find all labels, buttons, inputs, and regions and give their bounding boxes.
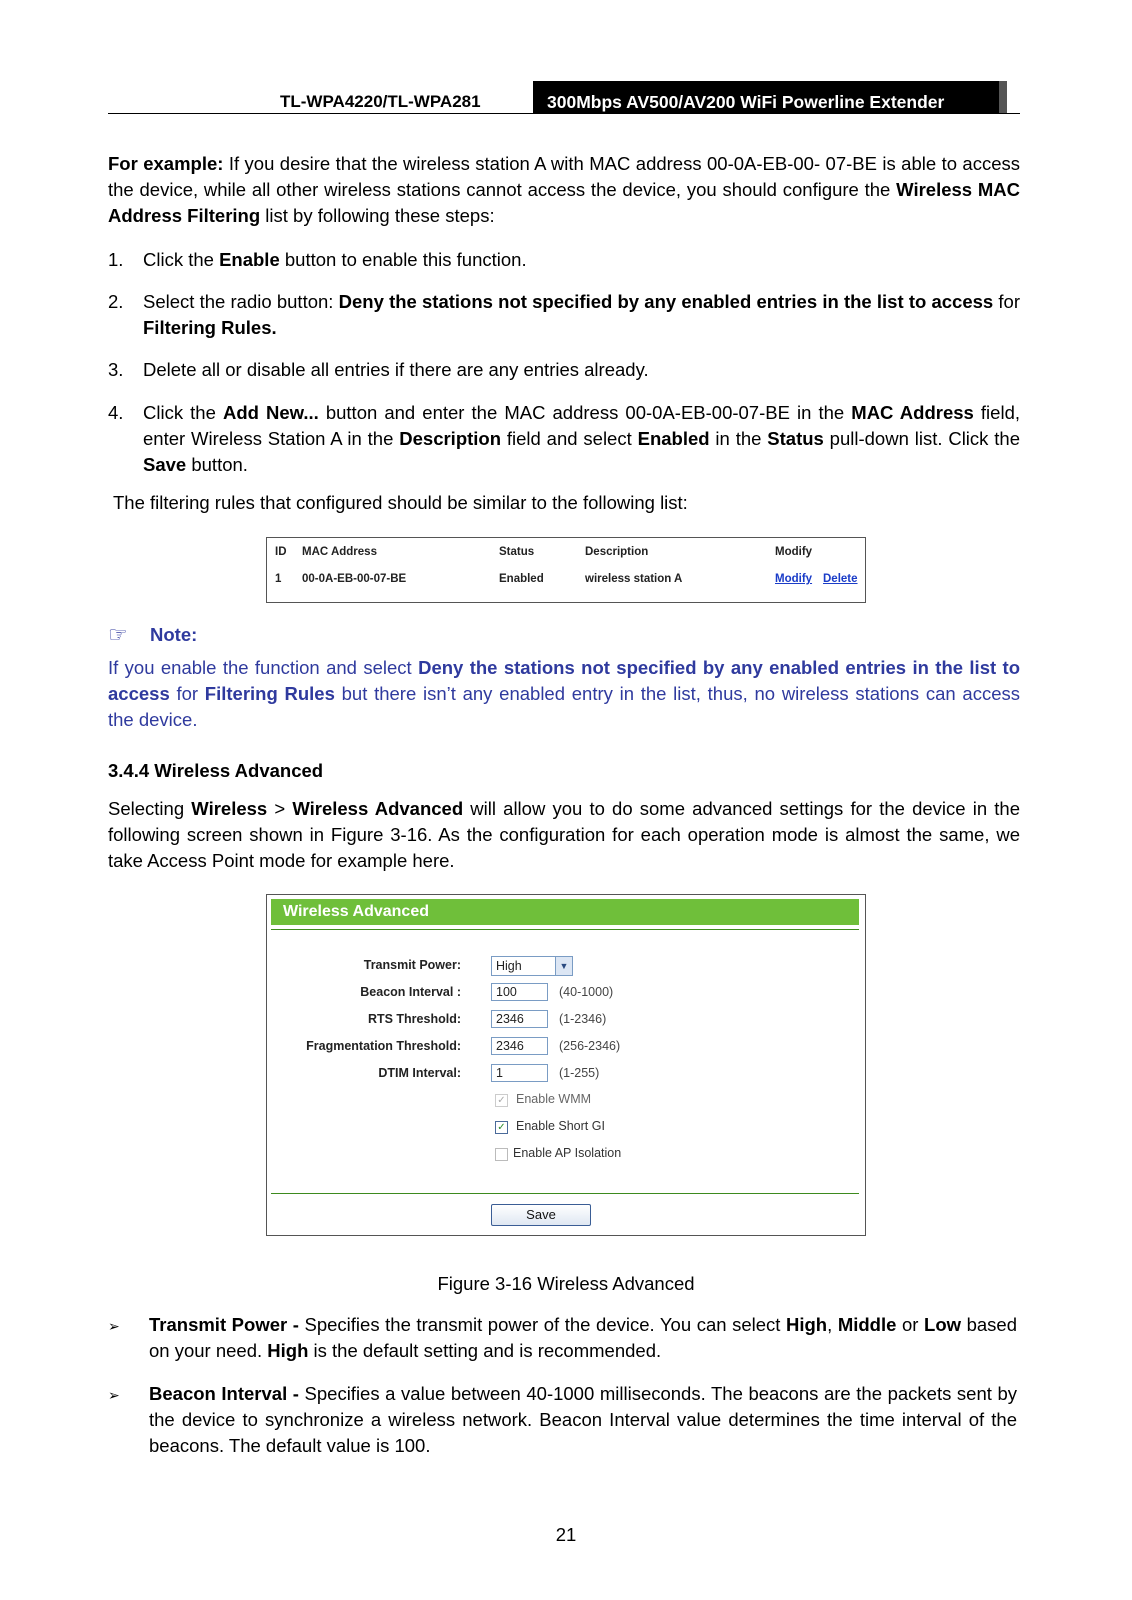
- enable-wmm-label: Enable WMM: [516, 1092, 592, 1106]
- bullet-beacon-interval: Beacon Interval - Specifies a value between 40-1000 milliseconds. The beacons are the packets sent by the device to synchronize a wireless network. Beacon Interval value determines the time interval of the beacons. The default value is 100.: [149, 1383, 1017, 1456]
- section-heading: 3.4.4 Wireless Advanced: [108, 760, 324, 781]
- rts-threshold-range: (1-2346): [559, 1012, 607, 1026]
- fragmentation-threshold-label: Fragmentation Threshold:: [306, 1039, 461, 1053]
- rts-threshold-label: RTS Threshold:: [367, 1012, 461, 1026]
- delete-link[interactable]: Delete: [823, 573, 858, 585]
- beacon-interval-range: (40-1000): [559, 985, 614, 999]
- note-text: If you enable the function and select Deny the stations not specified by any enabled entries in the list to access for Filtering Rules but there isn’t any enabled entry in the list, thus, no wireless stations can access the device.: [108, 657, 1020, 730]
- bullet-arrow-icon: ➢: [108, 1318, 120, 1334]
- fragmentation-threshold-range: (256-2346): [559, 1039, 621, 1053]
- rts-threshold-input[interactable]: 2346: [491, 1010, 548, 1028]
- enable-ap-isolation-label: Enable AP Isolation: [513, 1146, 622, 1160]
- bullet-transmit-power: Transmit Power - Specifies the transmit power of the device. You can select High, Middle or Low based on your need. High is the default setting and is recommended.: [149, 1314, 1017, 1361]
- transmit-power-label: Transmit Power:: [363, 958, 461, 972]
- modify-link[interactable]: Modify: [775, 573, 813, 585]
- row-id: 1: [275, 573, 282, 585]
- similar-text: The filtering rules that configured should be similar to the following list:: [113, 492, 688, 513]
- row-status: Enabled: [499, 573, 544, 585]
- dtim-interval-input[interactable]: 1: [491, 1064, 548, 1082]
- chevron-down-icon: ▼: [555, 957, 572, 975]
- intro-bold: Wireless MAC Address Filtering: [108, 179, 1020, 226]
- dtim-interval-range: (1-255): [559, 1066, 600, 1080]
- dtim-interval-label: DTIM Interval:: [378, 1066, 461, 1080]
- transmit-power-select[interactable]: [491, 956, 573, 976]
- header-product: 300Mbps AV500/AV200 WiFi Powerline Extender: [547, 92, 945, 112]
- col-id-header: ID: [275, 546, 287, 558]
- step-2-number: 2.: [108, 291, 124, 312]
- step-3-text: Delete all or disable all entries if there are any entries already.: [143, 359, 649, 380]
- section-paragraph: Selecting Wireless > Wireless Advanced will allow you to do some advanced settings for the device in the following screen shown in Figure 3-16. As the configuration for each operation mode is almost the same, we take Access Point mode for example here.: [108, 798, 1020, 871]
- enable-short-gi-label: Enable Short GI: [516, 1119, 605, 1133]
- figure-caption: Figure 3-16 Wireless Advanced: [437, 1273, 695, 1294]
- transmit-power-value: High: [496, 959, 522, 973]
- step-4-text: Click the Add New... button and enter the MAC address 00-0A-EB-00-07-BE in the MAC Address field, enter Wireless Station A in the Description field and select Enabled in the Status pull-down list. Click the Save button.: [143, 402, 1020, 475]
- header-product-banner: [533, 81, 1007, 114]
- header-model: TL-WPA4220/TL-WPA281: [280, 92, 481, 111]
- step-3-number: 3.: [108, 359, 124, 380]
- panel-divider-top: [271, 929, 859, 930]
- page-number: 21: [555, 1524, 577, 1545]
- col-description-header: Description: [585, 546, 649, 558]
- pointing-hand-icon: ☞: [108, 622, 128, 647]
- bullet-arrow-icon: ➢: [108, 1387, 120, 1403]
- mac-filter-table: [266, 537, 866, 603]
- step-4-number: 4.: [108, 402, 124, 423]
- fragmentation-threshold-input[interactable]: 2346: [491, 1037, 548, 1055]
- panel-title-bar: [271, 899, 859, 925]
- row-mac: 00-0A-EB-00-07-BE: [302, 573, 407, 585]
- banner-edge: [999, 81, 1007, 114]
- note-label: Note:: [150, 624, 198, 645]
- col-status-header: Status: [499, 546, 535, 558]
- row-description: wireless station A: [585, 573, 683, 585]
- intro-lead: For example:: [108, 153, 224, 174]
- intro-text-2: list by following these steps:: [260, 205, 495, 226]
- enable-short-gi-checkbox[interactable]: ✓: [495, 1121, 508, 1134]
- step-2-text: Select the radio button: Deny the stations not specified by any enabled entries in the list to access for Filtering Rules.: [143, 291, 1021, 338]
- beacon-interval-label: Beacon Interval :: [360, 985, 461, 999]
- step-1-number: 1.: [108, 249, 124, 270]
- panel-divider-bottom: [271, 1193, 859, 1194]
- panel-title: Wireless Advanced: [283, 903, 429, 920]
- col-modify-header: Modify: [775, 546, 813, 558]
- enable-ap-isolation-checkbox[interactable]: [495, 1148, 508, 1161]
- intro-paragraph: [108, 151, 1020, 229]
- header-rule: [108, 113, 1020, 114]
- wireless-advanced-panel: [266, 894, 866, 1236]
- col-mac-header: MAC Address: [302, 546, 377, 558]
- intro-text-1: If you desire that the wireless station A with MAC address 00-0A-EB-00- 07-BE is able to access the device, while all other wireless stations cannot access the device, you should configure the: [108, 153, 1020, 200]
- save-button[interactable]: Save: [491, 1204, 591, 1226]
- step-1-text: Click the Enable button to enable this function.: [143, 249, 527, 270]
- enable-wmm-checkbox[interactable]: ✓: [495, 1094, 508, 1107]
- beacon-interval-input[interactable]: 100: [491, 983, 548, 1001]
